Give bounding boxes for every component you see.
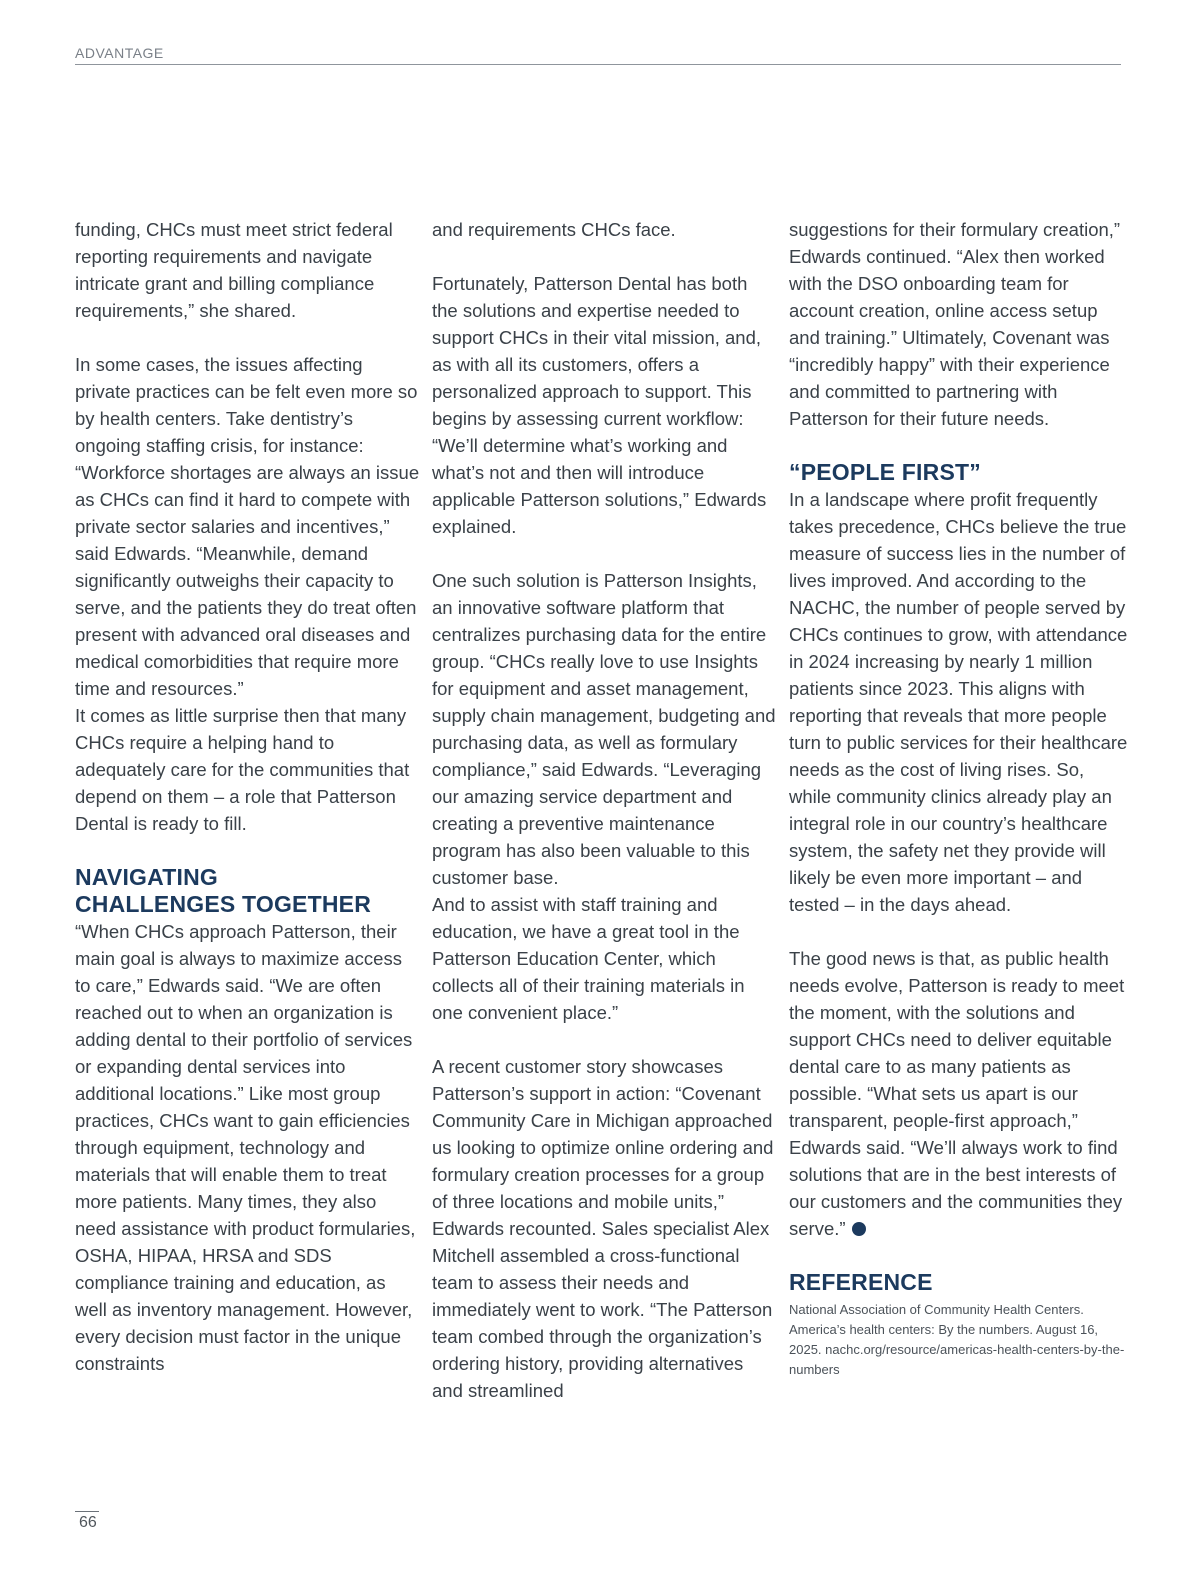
page-number-rule: [75, 1511, 99, 1512]
page-number: 66: [79, 1514, 97, 1531]
header-divider: [75, 64, 1121, 65]
section-label: ADVANTAGE: [75, 45, 164, 61]
article-column-2: [432, 216, 777, 1404]
paragraph: It comes as little surprise then that many CHCs require a helping hand to adequately care for the communities that depend on them – a role that Patterson Dental is ready to fill.: [75, 705, 410, 834]
paragraph: suggestions for their formulary creation,” Edwards continued. “Alex then worked with the DSO onboarding team for account creation, online access setup and training.” Ultimately, Covenant was “incredibly happy” with their experience and committed to partnering with Patterson for their future needs.: [789, 219, 1121, 429]
end-mark-icon: [852, 1222, 866, 1236]
reference-heading: REFERENCE: [789, 1269, 933, 1295]
heading-line: NAVIGATING: [75, 864, 218, 890]
paragraph: “When CHCs approach Patterson, their main goal is always to maximize access to care,” Edwards said. “We are often reached out to when an organization is adding dental to their portfolio of services or expanding dental services into additional locations.” Like most group practices, CHCs want to gain efficiencies through equipment, technology and materials that will enable them to treat more patients. Many times, they also need assistance with product formularies, OSHA, HIPAA, HRSA and SDS compliance training and education, as well as inventory management. However, every decision must factor in the unique constraints: [75, 921, 416, 1374]
paragraph-text: The good news is that, as public health needs evolve, Patterson is ready to meet the moment, with the solutions and support CHCs need to deliver equitable dental care to as many patients as possible. “What sets us apart is our transparent, people-first approach,” Edwards said. “We’ll always work to find solutions that are in the best interests of our customers and the communities they serve.”: [789, 948, 1125, 1239]
paragraph-closing: [789, 945, 1129, 1242]
article-column-1: [75, 216, 420, 1377]
paragraph: One such solution is Patterson Insights, an innovative software platform that centralizes purchasing data for the entire group. “CHCs really love to use Insights for equipment and asset management, supply chain management, budgeting and purchasing data, as well as formulary compliance,” said Edwards. “Leveraging our amazing service department and creating a preventive maintenance program has also been valuable to this customer base.: [432, 570, 776, 888]
paragraph: Fortunately, Patterson Dental has both the solutions and expertise needed to support CHCs in their vital mission, and, as with all its customers, offers a personalized approach to support. This begins by assessing current workflow: “We’ll determine what’s working and what’s not and then will introduce applicable Patterson solutions,” Edwards explained.: [432, 273, 767, 537]
article-column-3: [789, 216, 1129, 1380]
section-heading-people-first: “PEOPLE FIRST”: [789, 459, 981, 485]
heading-line: CHALLENGES TOGETHER: [75, 891, 372, 917]
paragraph: In a landscape where profit frequently takes precedence, CHCs believe the true measure of success lies in the number of lives improved. And according to the NACHC, the number of people served by CHCs continues to grow, with attendance in 2024 increasing by nearly 1 million patients since 2023. This aligns with reporting that reveals that more people turn to public services for their healthcare needs as the cost of living rises. So, while community clinics already play an integral role in our country’s healthcare system, the safety net they provide will likely be even more important – and tested – in the days ahead.: [789, 489, 1128, 915]
paragraph: In some cases, the issues affecting private practices can be felt even more so by health centers. Take dentistry’s ongoing staffing crisis, for instance: “Workforce shortages are always an issue as CHCs can find it hard to compete with private sector salaries and incentives,” said Edwards. “Meanwhile, demand significantly outweighs their capacity to serve, and the patients they do treat often present with advanced oral diseases and medical comorbidities that require more time and resources.”: [75, 354, 420, 699]
paragraph: A recent customer story showcases Patterson’s support in action: “Covenant Community Care in Michigan approached us looking to optimize online ordering and formulary creation processes for a group of three locations and mobile units,” Edwards recounted. Sales specialist Alex Mitchell assembled a cross-functional team to assess their needs and immediately went to work. “The Patterson team combed through the organization’s ordering history, providing alternatives and streamlined: [432, 1056, 774, 1401]
paragraph: funding, CHCs must meet strict federal reporting requirements and navigate intricate grant and billing compliance requirements,” she shared.: [75, 219, 393, 321]
paragraph: And to assist with staff training and education, we have a great tool in the Patterson Education Center, which collects all of their training materials in one convenient place.”: [432, 894, 745, 1023]
paragraph: and requirements CHCs face.: [432, 219, 676, 240]
section-heading-navigating: [75, 864, 420, 918]
reference-citation: National Association of Community Health Centers. America’s health centers: By the numbers. August 16, 2025. nachc.org/resource/americas-health-centers-by-the-numbers: [789, 1302, 1125, 1377]
